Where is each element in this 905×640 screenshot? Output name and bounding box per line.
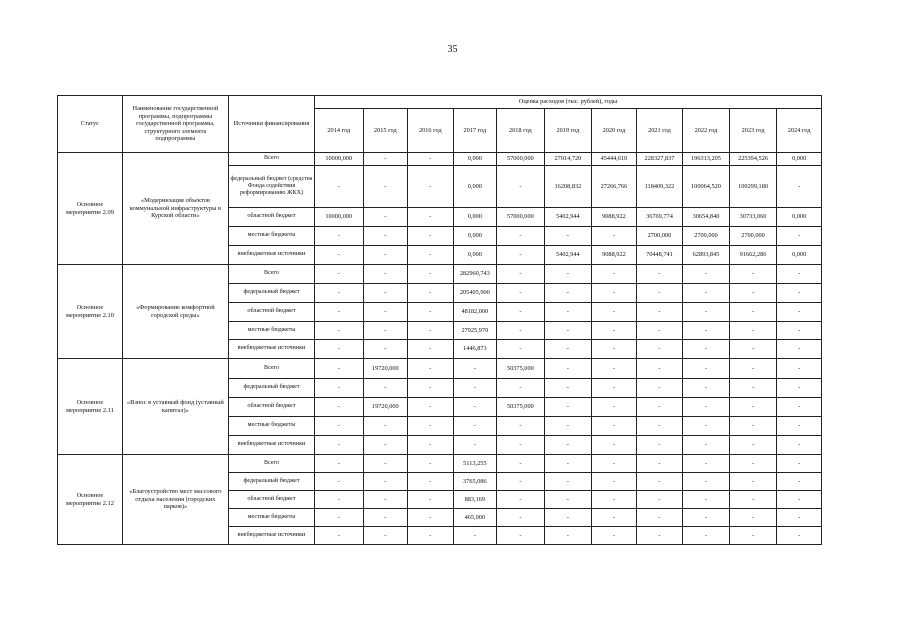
- value-cell: 70448,741: [636, 246, 683, 265]
- header-year: 2017 год: [453, 109, 497, 153]
- value-cell: -: [408, 398, 454, 417]
- value-cell: 100064,520: [683, 166, 730, 208]
- value-cell: -: [729, 265, 777, 284]
- table-row: [58, 265, 822, 284]
- value-cell: -: [408, 527, 454, 545]
- value-cell: -: [408, 379, 454, 398]
- value-cell: -: [636, 491, 683, 509]
- value-cell: 0,000: [453, 227, 497, 246]
- value-cell: -: [497, 509, 545, 527]
- value-cell: -: [729, 398, 777, 417]
- value-cell: -: [408, 359, 454, 379]
- value-cell: -: [497, 379, 545, 398]
- value-cell: -: [408, 246, 454, 265]
- value-cell: -: [314, 473, 363, 491]
- value-cell: -: [777, 398, 822, 417]
- table-row: [58, 455, 822, 473]
- value-cell: -: [363, 303, 408, 322]
- value-cell: 57000,000: [497, 153, 545, 166]
- value-cell: -: [683, 491, 730, 509]
- value-cell: 27925,970: [453, 322, 497, 340]
- value-cell: -: [363, 473, 408, 491]
- value-cell: -: [544, 473, 592, 491]
- value-cell: -: [729, 527, 777, 545]
- value-cell: -: [777, 379, 822, 398]
- value-cell: -: [314, 227, 363, 246]
- value-cell: -: [363, 417, 408, 436]
- value-cell: -: [729, 417, 777, 436]
- value-cell: -: [497, 340, 545, 359]
- source-cell: внебюджетные источники: [228, 340, 314, 359]
- value-cell: -: [592, 322, 637, 340]
- value-cell: -: [408, 509, 454, 527]
- value-cell: -: [544, 379, 592, 398]
- value-cell: 50375,000: [497, 398, 545, 417]
- value-cell: -: [314, 379, 363, 398]
- value-cell: -: [592, 303, 637, 322]
- value-cell: -: [497, 527, 545, 545]
- value-cell: 196313,205: [683, 153, 730, 166]
- value-cell: -: [544, 455, 592, 473]
- value-cell: -: [729, 436, 777, 455]
- value-cell: 2700,000: [683, 227, 730, 246]
- value-cell: -: [683, 303, 730, 322]
- value-cell: 10000,000: [314, 153, 363, 166]
- value-cell: -: [777, 227, 822, 246]
- value-cell: -: [592, 527, 637, 545]
- value-cell: 5402,944: [544, 246, 592, 265]
- budget-table: [57, 95, 822, 545]
- value-cell: -: [636, 322, 683, 340]
- value-cell: -: [777, 417, 822, 436]
- value-cell: -: [777, 491, 822, 509]
- value-cell: -: [729, 379, 777, 398]
- source-cell: внебюджетные источники: [228, 436, 314, 455]
- value-cell: -: [497, 303, 545, 322]
- page-number: 35: [447, 44, 458, 55]
- value-cell: -: [497, 246, 545, 265]
- value-cell: -: [777, 340, 822, 359]
- value-cell: -: [729, 322, 777, 340]
- value-cell: -: [683, 340, 730, 359]
- value-cell: -: [544, 322, 592, 340]
- value-cell: 19720,000: [363, 398, 408, 417]
- value-cell: -: [636, 527, 683, 545]
- value-cell: 3765,086: [453, 473, 497, 491]
- value-cell: -: [683, 284, 730, 303]
- value-cell: -: [636, 303, 683, 322]
- value-cell: -: [408, 208, 454, 227]
- value-cell: -: [363, 509, 408, 527]
- measure-name-cell: «Формирование комфортной городской среды»: [122, 265, 228, 359]
- value-cell: -: [592, 455, 637, 473]
- header-year: 2021 год: [636, 109, 683, 153]
- value-cell: -: [314, 340, 363, 359]
- value-cell: 10000,000: [314, 208, 363, 227]
- value-cell: -: [363, 379, 408, 398]
- value-cell: 30654,840: [683, 208, 730, 227]
- value-cell: -: [497, 491, 545, 509]
- value-cell: -: [363, 246, 408, 265]
- value-cell: -: [592, 284, 637, 303]
- table-row: [58, 153, 822, 166]
- value-cell: 1446,873: [453, 340, 497, 359]
- value-cell: -: [777, 303, 822, 322]
- value-cell: 16208,832: [544, 166, 592, 208]
- value-cell: 9088,922: [592, 208, 637, 227]
- value-cell: -: [729, 340, 777, 359]
- value-cell: -: [363, 527, 408, 545]
- value-cell: -: [683, 527, 730, 545]
- value-cell: 50375,000: [497, 359, 545, 379]
- value-cell: -: [636, 455, 683, 473]
- source-cell: областной бюджет: [228, 208, 314, 227]
- value-cell: -: [314, 303, 363, 322]
- value-cell: 5113,255: [453, 455, 497, 473]
- measure-name-cell: «Модернизация объектов коммунальной инфраструктуры в Курской области»: [122, 153, 228, 265]
- value-cell: 2700,000: [636, 227, 683, 246]
- value-cell: -: [544, 340, 592, 359]
- value-cell: -: [592, 436, 637, 455]
- status-cell: Основное мероприятие 2.09: [58, 153, 123, 265]
- header-year: 2018 год: [497, 109, 545, 153]
- value-cell: -: [777, 436, 822, 455]
- value-cell: -: [777, 284, 822, 303]
- value-cell: -: [544, 491, 592, 509]
- value-cell: -: [408, 491, 454, 509]
- header-year: 2015 год: [363, 109, 408, 153]
- value-cell: 0,000: [777, 153, 822, 166]
- value-cell: -: [683, 359, 730, 379]
- source-cell: Всего: [228, 153, 314, 166]
- header-year: 2014 год: [314, 109, 363, 153]
- source-cell: местные бюджеты: [228, 322, 314, 340]
- value-cell: -: [408, 473, 454, 491]
- header-year: 2022 год: [683, 109, 730, 153]
- value-cell: -: [497, 265, 545, 284]
- value-cell: -: [683, 417, 730, 436]
- source-cell: местные бюджеты: [228, 227, 314, 246]
- value-cell: -: [314, 417, 363, 436]
- value-cell: 118409,322: [636, 166, 683, 208]
- value-cell: -: [683, 473, 730, 491]
- value-cell: -: [314, 491, 363, 509]
- value-cell: -: [497, 436, 545, 455]
- value-cell: -: [592, 379, 637, 398]
- value-cell: -: [408, 166, 454, 208]
- value-cell: -: [636, 436, 683, 455]
- value-cell: -: [314, 527, 363, 545]
- header-year: 2016 год: [408, 109, 454, 153]
- value-cell: -: [592, 340, 637, 359]
- value-cell: -: [497, 284, 545, 303]
- value-cell: -: [636, 379, 683, 398]
- value-cell: -: [363, 455, 408, 473]
- value-cell: 27014,720: [544, 153, 592, 166]
- value-cell: -: [363, 436, 408, 455]
- value-cell: -: [314, 509, 363, 527]
- value-cell: 0,000: [453, 246, 497, 265]
- value-cell: -: [497, 417, 545, 436]
- value-cell: -: [592, 473, 637, 491]
- value-cell: -: [683, 322, 730, 340]
- value-cell: 0,000: [777, 246, 822, 265]
- value-cell: -: [363, 153, 408, 166]
- status-cell: Основное мероприятие 2.11: [58, 359, 123, 455]
- value-cell: -: [777, 166, 822, 208]
- value-cell: -: [683, 455, 730, 473]
- value-cell: -: [592, 491, 637, 509]
- value-cell: 30733,060: [729, 208, 777, 227]
- value-cell: -: [408, 417, 454, 436]
- value-cell: -: [497, 166, 545, 208]
- value-cell: 91662,286: [729, 246, 777, 265]
- value-cell: -: [408, 153, 454, 166]
- value-cell: -: [544, 359, 592, 379]
- value-cell: -: [729, 509, 777, 527]
- value-cell: -: [363, 265, 408, 284]
- value-cell: -: [497, 473, 545, 491]
- value-cell: 100299,180: [729, 166, 777, 208]
- source-cell: Всего: [228, 359, 314, 379]
- value-cell: 36769,774: [636, 208, 683, 227]
- header-name: Наименование государственной программы, подпрограммы государственной программы, структурного элемента подпрограммы: [122, 96, 228, 153]
- value-cell: -: [729, 284, 777, 303]
- value-cell: 0,000: [453, 166, 497, 208]
- source-cell: областной бюджет: [228, 303, 314, 322]
- measure-name-cell: «Взнос в уставный фонд (уставный капитал)»: [122, 359, 228, 455]
- value-cell: 57000,000: [497, 208, 545, 227]
- status-cell: Основное мероприятие 2.10: [58, 265, 123, 359]
- value-cell: 225394,526: [729, 153, 777, 166]
- value-cell: 48182,000: [453, 303, 497, 322]
- value-cell: 45444,610: [592, 153, 637, 166]
- header-year: 2023 год: [729, 109, 777, 153]
- value-cell: -: [544, 509, 592, 527]
- value-cell: -: [544, 417, 592, 436]
- header-source: Источники финансирования: [228, 96, 314, 153]
- value-cell: -: [408, 322, 454, 340]
- value-cell: -: [408, 340, 454, 359]
- value-cell: 0,000: [453, 153, 497, 166]
- value-cell: -: [408, 265, 454, 284]
- value-cell: -: [497, 455, 545, 473]
- value-cell: -: [636, 265, 683, 284]
- value-cell: -: [314, 284, 363, 303]
- value-cell: -: [729, 359, 777, 379]
- value-cell: 205405,900: [453, 284, 497, 303]
- value-cell: -: [544, 227, 592, 246]
- value-cell: -: [683, 509, 730, 527]
- value-cell: -: [544, 303, 592, 322]
- value-cell: -: [729, 303, 777, 322]
- source-cell: областной бюджет: [228, 491, 314, 509]
- value-cell: -: [408, 436, 454, 455]
- value-cell: 27266,766: [592, 166, 637, 208]
- value-cell: -: [683, 265, 730, 284]
- value-cell: -: [363, 340, 408, 359]
- measure-name-cell: «Благоустройство мест массового отдыха населения (городских парков)»: [122, 455, 228, 545]
- source-cell: федеральный бюджет (средства Фонда содействия реформированию ЖКХ): [228, 166, 314, 208]
- value-cell: -: [729, 491, 777, 509]
- value-cell: -: [636, 509, 683, 527]
- value-cell: -: [453, 417, 497, 436]
- source-cell: Всего: [228, 455, 314, 473]
- source-cell: внебюджетные источники: [228, 527, 314, 545]
- value-cell: -: [314, 455, 363, 473]
- value-cell: 0,000: [453, 208, 497, 227]
- source-cell: внебюджетные источники: [228, 246, 314, 265]
- value-cell: -: [636, 417, 683, 436]
- value-cell: -: [544, 436, 592, 455]
- source-cell: местные бюджеты: [228, 417, 314, 436]
- value-cell: -: [314, 265, 363, 284]
- value-cell: -: [408, 455, 454, 473]
- header-cost: Оценка расходов (тыс. рублей), годы: [314, 96, 821, 109]
- value-cell: -: [592, 398, 637, 417]
- value-cell: -: [497, 227, 545, 246]
- value-cell: -: [592, 227, 637, 246]
- header-year: 2024 год: [777, 109, 822, 153]
- value-cell: -: [777, 455, 822, 473]
- value-cell: -: [363, 166, 408, 208]
- value-cell: -: [636, 359, 683, 379]
- value-cell: -: [453, 379, 497, 398]
- value-cell: -: [314, 322, 363, 340]
- source-cell: федеральный бюджет: [228, 284, 314, 303]
- value-cell: 0,000: [777, 208, 822, 227]
- value-cell: -: [453, 436, 497, 455]
- value-cell: 5402,944: [544, 208, 592, 227]
- value-cell: -: [777, 473, 822, 491]
- value-cell: -: [363, 491, 408, 509]
- value-cell: -: [636, 340, 683, 359]
- value-cell: -: [777, 527, 822, 545]
- table-row: [58, 359, 822, 379]
- value-cell: -: [683, 398, 730, 417]
- value-cell: -: [497, 322, 545, 340]
- value-cell: -: [363, 227, 408, 246]
- value-cell: -: [592, 417, 637, 436]
- value-cell: -: [363, 284, 408, 303]
- value-cell: -: [453, 359, 497, 379]
- value-cell: -: [777, 322, 822, 340]
- source-cell: областной бюджет: [228, 398, 314, 417]
- value-cell: -: [592, 359, 637, 379]
- value-cell: -: [314, 398, 363, 417]
- value-cell: -: [683, 436, 730, 455]
- value-cell: 19720,000: [363, 359, 408, 379]
- value-cell: -: [683, 379, 730, 398]
- value-cell: -: [544, 527, 592, 545]
- status-cell: Основное мероприятие 2.12: [58, 455, 123, 545]
- value-cell: -: [453, 527, 497, 545]
- header-status: Статус: [58, 96, 123, 153]
- value-cell: -: [544, 265, 592, 284]
- value-cell: -: [592, 509, 637, 527]
- header-year: 2019 год: [544, 109, 592, 153]
- value-cell: -: [777, 265, 822, 284]
- source-cell: федеральный бюджет: [228, 379, 314, 398]
- value-cell: -: [544, 284, 592, 303]
- value-cell: 2700,000: [729, 227, 777, 246]
- value-cell: -: [314, 246, 363, 265]
- value-cell: -: [729, 473, 777, 491]
- value-cell: 282960,743: [453, 265, 497, 284]
- value-cell: -: [408, 303, 454, 322]
- value-cell: -: [777, 359, 822, 379]
- value-cell: -: [408, 284, 454, 303]
- value-cell: 883,169: [453, 491, 497, 509]
- source-cell: Всего: [228, 265, 314, 284]
- source-cell: местные бюджеты: [228, 509, 314, 527]
- value-cell: -: [636, 473, 683, 491]
- source-cell: федеральный бюджет: [228, 473, 314, 491]
- value-cell: 62893,845: [683, 246, 730, 265]
- value-cell: -: [453, 398, 497, 417]
- value-cell: -: [314, 436, 363, 455]
- value-cell: -: [636, 284, 683, 303]
- value-cell: -: [314, 166, 363, 208]
- value-cell: -: [729, 455, 777, 473]
- value-cell: -: [636, 398, 683, 417]
- value-cell: -: [314, 359, 363, 379]
- value-cell: -: [777, 509, 822, 527]
- value-cell: -: [363, 322, 408, 340]
- header-year: 2020 год: [592, 109, 637, 153]
- value-cell: -: [592, 265, 637, 284]
- value-cell: -: [544, 398, 592, 417]
- value-cell: -: [363, 208, 408, 227]
- value-cell: -: [408, 227, 454, 246]
- value-cell: 228327,837: [636, 153, 683, 166]
- value-cell: 465,000: [453, 509, 497, 527]
- value-cell: 9088,922: [592, 246, 637, 265]
